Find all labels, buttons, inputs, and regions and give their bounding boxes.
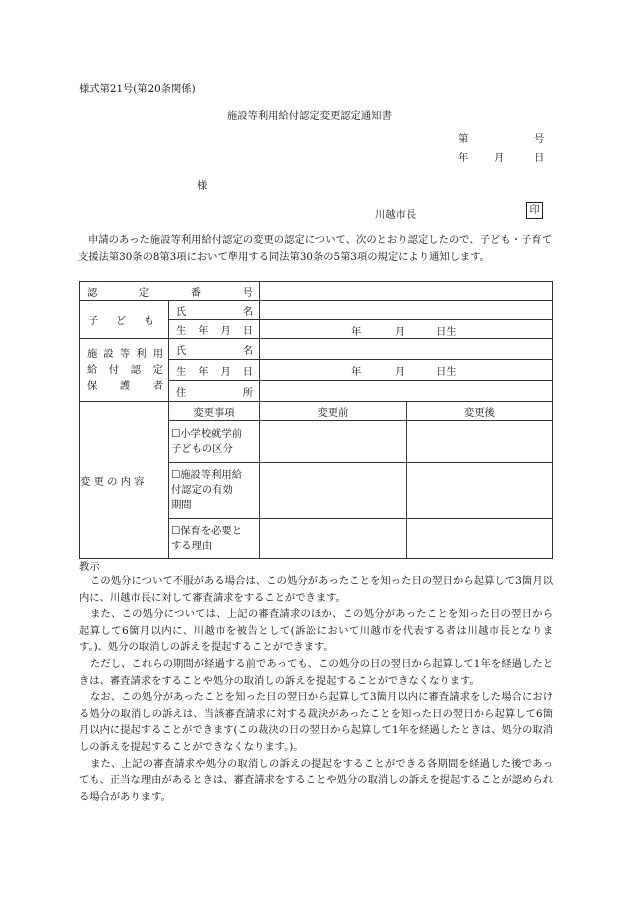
after-value: [407, 519, 553, 559]
instructions-paragraph: なお、この処分があったことを知った日の翌日から起算して3箇月以内に審査請求をした場合における処分の取消しの訴えは、当該審査請求に対する裁決があったことを知った日の翌日から起算して6箇月以内に提起することができます(この裁決の日の翌日から起算して1年を経過したときは、処分の取消しの訴えを提起することができなくなります。)。: [79, 691, 553, 753]
instructions-paragraph: また、この処分については、上記の審査請求のほか、この処分があったことを知った日の翌日から起算して6箇月以内に、川越市を被告として(訴訟において川越市を代表する者は川越市長となります。)、処分の取消しの訴えを提起することができます。: [79, 608, 553, 654]
guardian-birth-year: 年: [351, 366, 362, 378]
child-name-row: [80, 301, 553, 320]
child-birth-label: 生 年 月 日: [169, 320, 260, 339]
child-birth-year: 年: [351, 326, 362, 338]
number-suffix: 号: [534, 133, 545, 145]
after-value: [407, 463, 553, 519]
guardian-address-label: 住 所: [169, 381, 260, 402]
seal-box: 印: [526, 202, 543, 219]
guardian-name-label: 氏 名: [169, 339, 260, 360]
guardian-label: 施 設 等 利 用 給 付 認 定 保 護 者: [80, 339, 169, 402]
date-month-label: 月: [494, 152, 505, 164]
before-header: 変更前: [260, 402, 407, 421]
child-name-label: 氏 名: [169, 301, 260, 320]
change-item-child-category: ☐小学校就学前 子どもの区分: [169, 421, 260, 463]
intro-paragraph: 申請のあった施設等利用給付認定の変更の認定について、次のとおり認定したので、子ども・子育て支援法第30条の8第3項において準用する同法第30条の5第3項の規定により通知します。: [78, 234, 552, 263]
guardian-name-row: [80, 339, 553, 360]
instructions-paragraph: また、上記の審査請求や処分の取消しの訴えの提起をすることができる各期間を経過した後であっても、正当な理由があるときは、審査請求をすることや処分の取消しの訴えを提起することが認められる場合があります。: [79, 757, 553, 803]
notice-table: [79, 281, 553, 559]
change-item-care-reason: ☐保育を必要と する理由: [169, 519, 260, 559]
before-value: [260, 421, 407, 463]
guardian-name-value: [260, 339, 553, 360]
child-name-value: [260, 301, 553, 320]
child-birth-value: [260, 320, 553, 339]
instructions-paragraph: ただし、これらの期間が経過する前であっても、この処分の日の翌日から起算して1年を経過したときは、審査請求をすることや処分の取消しの訴えを提起することができなくなります。: [79, 657, 553, 687]
guardian-birth-value: [260, 360, 553, 381]
date-day-label: 日: [534, 152, 545, 164]
change-item-validity-period: ☐施設等利用給 付認定の有効 期間: [169, 463, 260, 519]
instructions-body: [79, 573, 553, 805]
change-item-header: 変更事項: [169, 402, 260, 421]
change-header-row: [80, 402, 553, 421]
number-prefix: 第: [458, 133, 469, 145]
cert-number-value: [260, 282, 553, 301]
child-birth-day: 日生: [436, 326, 457, 338]
guardian-address-value: [260, 381, 553, 402]
addressee-suffix: 様: [197, 180, 208, 192]
before-value: [260, 519, 407, 559]
guardian-birth-month: 月: [395, 366, 406, 378]
cert-number-row: [80, 282, 553, 301]
document-title: 施設等利用給付認定変更認定通知書: [227, 110, 392, 122]
guardian-birth-label: 生 年 月 日: [169, 360, 260, 381]
after-header: 変更後: [407, 402, 553, 421]
child-birth-month: 月: [395, 326, 406, 338]
instructions-label: 教示: [79, 561, 100, 573]
after-value: [407, 421, 553, 463]
form-number: 様式第21号(第20条関係): [79, 83, 196, 95]
cert-number-label: 認 定 番 号: [80, 282, 260, 301]
guardian-birth-day: 日生: [436, 366, 457, 378]
child-label: 子 ど も: [80, 301, 169, 339]
before-value: [260, 463, 407, 519]
date-year-label: 年: [458, 152, 469, 164]
sender-name: 川越市長: [375, 209, 417, 221]
change-content-label: 変 更 の 内 容: [80, 402, 169, 559]
instructions-paragraph: この処分について不服がある場合は、この処分があったことを知った日の翌日から起算して3箇月以内に、川越市長に対して審査請求をすることができます。: [79, 575, 553, 604]
